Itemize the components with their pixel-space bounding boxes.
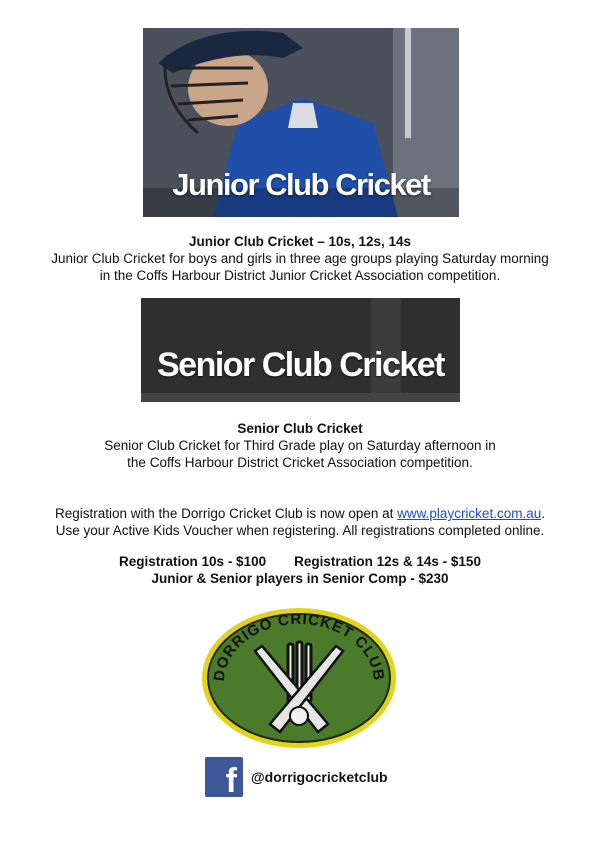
logo-text: DORRIGO CRICKET CLUB: [210, 610, 388, 683]
facebook-handle[interactable]: @dorrigocricketclub: [251, 769, 388, 785]
fee-10s: Registration 10s - $100: [119, 554, 267, 569]
dorrigo-cricket-club-logo: [200, 606, 398, 750]
junior-section: [0, 233, 600, 284]
junior-description-line-1: Junior Club Cricket for boys and girls in three age groups playing Saturday morning: [51, 251, 549, 266]
senior-description-line-1: Senior Club Cricket for Third Grade play on Saturday afternoon in: [104, 438, 496, 453]
junior-banner-image: [143, 28, 459, 217]
registration-line-2: Use your Active Kids Voucher when registering. All registrations completed online.: [55, 523, 545, 538]
junior-banner-title: Junior Club Cricket: [172, 167, 430, 202]
fees-row-1: [0, 553, 600, 570]
registration-line-1-prefix: Registration with the Dorrigo Cricket Club is now open at: [55, 506, 398, 521]
playcricket-link[interactable]: www.playcricket.com.au: [397, 506, 542, 521]
senior-heading: Senior Club Cricket: [237, 421, 363, 436]
senior-section: [0, 420, 600, 471]
senior-banner-title: Senior Club Cricket: [156, 346, 444, 384]
fees-section: [0, 553, 600, 587]
fee-12s-14s: Registration 12s & 14s - $150: [294, 554, 481, 569]
senior-description-line-2: the Coffs Harbour District Cricket Association competition.: [127, 455, 473, 470]
registration-line-1: [0, 505, 600, 522]
facebook-icon[interactable]: [205, 757, 243, 800]
registration-section: [0, 505, 600, 539]
fee-senior-comp: Junior & Senior players in Senior Comp - $230: [151, 571, 449, 586]
junior-heading: Junior Club Cricket – 10s, 12s, 14s: [188, 234, 412, 249]
registration-line-1-suffix: .: [541, 506, 545, 521]
social-section: [205, 757, 388, 800]
junior-description-line-2: in the Coffs Harbour District Junior Cricket Association competition.: [99, 268, 501, 283]
facebook-icon-glyph: f: [225, 762, 237, 800]
senior-banner-image: [141, 298, 460, 402]
